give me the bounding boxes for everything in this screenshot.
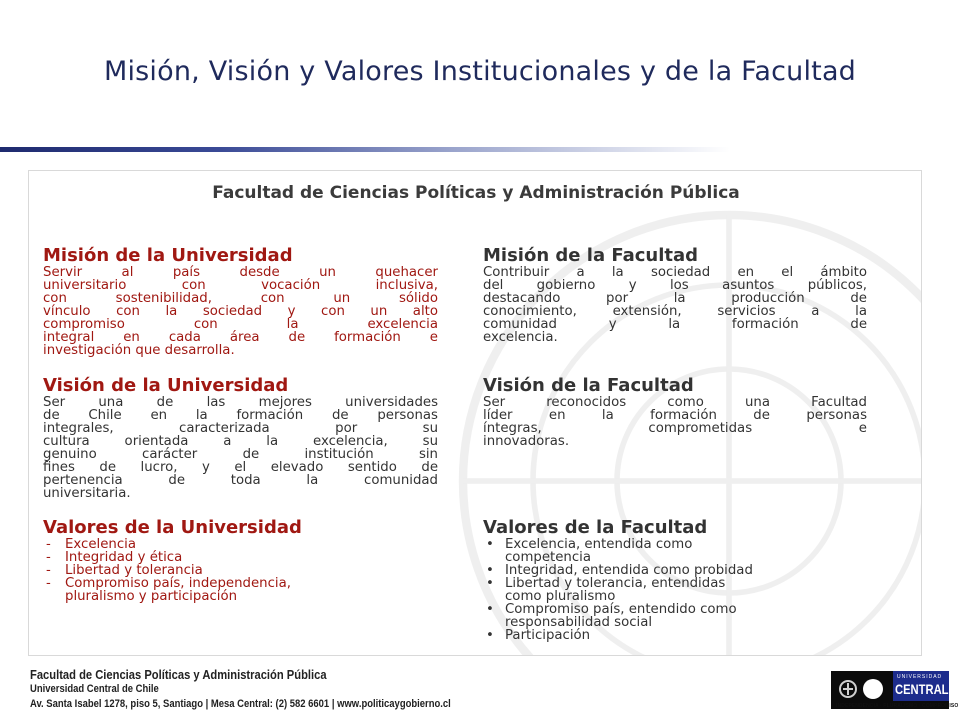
panel-heading: Facultad de Ciencias Políticas y Administración Pública xyxy=(212,183,740,203)
value-text: Libertad y tolerancia xyxy=(65,563,203,578)
value-item xyxy=(483,577,867,603)
value-text: responsabilidad social xyxy=(505,615,653,630)
section-body xyxy=(43,266,438,357)
value-text: Compromiso país, independencia, xyxy=(65,576,291,591)
body-line: vínculo con la sociedad y con un alto xyxy=(43,304,438,319)
body-line: íntegras, comprometidas e xyxy=(483,421,867,436)
body-line: universitario con vocación inclusiva, xyxy=(43,278,438,293)
value-text: Integridad y ética xyxy=(65,550,183,565)
body-line: investigación que desarrolla. xyxy=(43,343,235,358)
logo-small-text: UNIVERSIDAD xyxy=(897,674,943,680)
value-text: competencia xyxy=(505,550,591,565)
body-line: con sostenibilidad, con un sólido xyxy=(43,291,438,306)
vision-facultad xyxy=(483,376,867,448)
body-line: universitaria. xyxy=(43,486,131,501)
bullet-icon: - xyxy=(46,550,51,565)
bullet-icon: • xyxy=(486,628,494,643)
globe-icon xyxy=(839,680,857,698)
section-title: Visión de la Facultad xyxy=(483,375,694,396)
body-line: conocimiento, extensión, servicios a la xyxy=(483,304,867,319)
value-item xyxy=(43,577,438,603)
footer-university: Universidad Central de Chile xyxy=(30,683,159,695)
body-line: fines de lucro, y el elevado sentido de xyxy=(43,460,438,475)
footer-contact: Av. Santa Isabel 1278, piso 5, Santiago | Mesa Central: (2) 582 6601 | www.politicaygobierno.cl xyxy=(30,698,451,710)
bullet-icon: - xyxy=(46,563,51,578)
bullet-icon: - xyxy=(46,537,51,552)
logo-name: CENTRAL xyxy=(895,681,949,697)
value-text: pluralismo y participación xyxy=(65,589,238,604)
body-line: del gobierno y los asuntos públicos, xyxy=(483,278,867,293)
value-text: Integridad, entendida como probidad xyxy=(505,563,753,578)
valores-universidad xyxy=(43,518,438,603)
content-panel xyxy=(28,170,922,656)
body-line: líder en la formación de personas xyxy=(483,408,867,423)
vision-universidad xyxy=(43,376,438,500)
body-line: Ser reconocidos como una Facultad xyxy=(483,395,867,410)
slide-title: Misión, Visión y Valores Institucionales y de la Facultad xyxy=(103,56,857,87)
body-line: comunidad y la formación de xyxy=(483,317,867,332)
value-text: Excelencia xyxy=(65,537,136,552)
bullet-icon: • xyxy=(486,602,494,617)
body-line: innovadoras. xyxy=(483,434,570,449)
value-item xyxy=(483,629,867,642)
body-line: integral en cada área de formación e xyxy=(43,330,438,345)
title-rule xyxy=(0,147,730,152)
footer-address xyxy=(30,667,519,712)
body-line: Contribuir a la sociedad en el ámbito xyxy=(483,265,867,280)
body-line: integrales, caracterizada por su xyxy=(43,421,438,436)
section-title: Misión de la Facultad xyxy=(483,245,699,266)
body-line: destacando por la producción de xyxy=(483,291,867,306)
logo-tagline: INDEPENDENCIA · PLURALISMO · COMPROMISO xyxy=(836,703,959,709)
value-text: Excelencia, entendida como xyxy=(505,537,693,552)
mision-facultad xyxy=(483,246,867,344)
circle-icon xyxy=(863,679,883,699)
values-list xyxy=(43,538,438,603)
body-line: cultura orientada a la excelencia, su xyxy=(43,434,438,449)
section-title: Misión de la Universidad xyxy=(43,245,293,266)
valores-facultad xyxy=(483,518,867,642)
value-item xyxy=(483,538,867,564)
mision-universidad xyxy=(43,246,438,357)
value-text: como pluralismo xyxy=(505,589,616,604)
footer-faculty: Facultad de Ciencias Políticas y Administración Pública xyxy=(30,667,327,682)
section-body xyxy=(483,396,867,448)
body-line: pertenencia de toda la comunidad xyxy=(43,473,438,488)
values-list xyxy=(483,538,867,642)
body-line: compromiso con la excelencia xyxy=(43,317,438,332)
body-line: genuino carácter de institución sin xyxy=(43,447,438,462)
bullet-icon: • xyxy=(486,576,494,591)
section-body xyxy=(43,396,438,500)
value-item xyxy=(483,603,867,629)
bullet-icon: • xyxy=(486,537,494,552)
value-text: Libertad y tolerancia, entendidas xyxy=(505,576,726,591)
section-title: Valores de la Universidad xyxy=(43,517,302,538)
bullet-icon: • xyxy=(486,563,494,578)
bullet-icon: - xyxy=(46,576,51,591)
body-line: Servir al país desde un quehacer xyxy=(43,265,438,280)
section-title: Valores de la Facultad xyxy=(483,517,708,538)
value-text: Participación xyxy=(505,628,591,643)
body-line: de Chile en la formación de personas xyxy=(43,408,438,423)
body-line: Ser una de las mejores universidades xyxy=(43,395,438,410)
value-text: Compromiso país, entendido como xyxy=(505,602,737,617)
section-body xyxy=(483,266,867,344)
section-title: Visión de la Universidad xyxy=(43,375,289,396)
body-line: excelencia. xyxy=(483,330,558,345)
